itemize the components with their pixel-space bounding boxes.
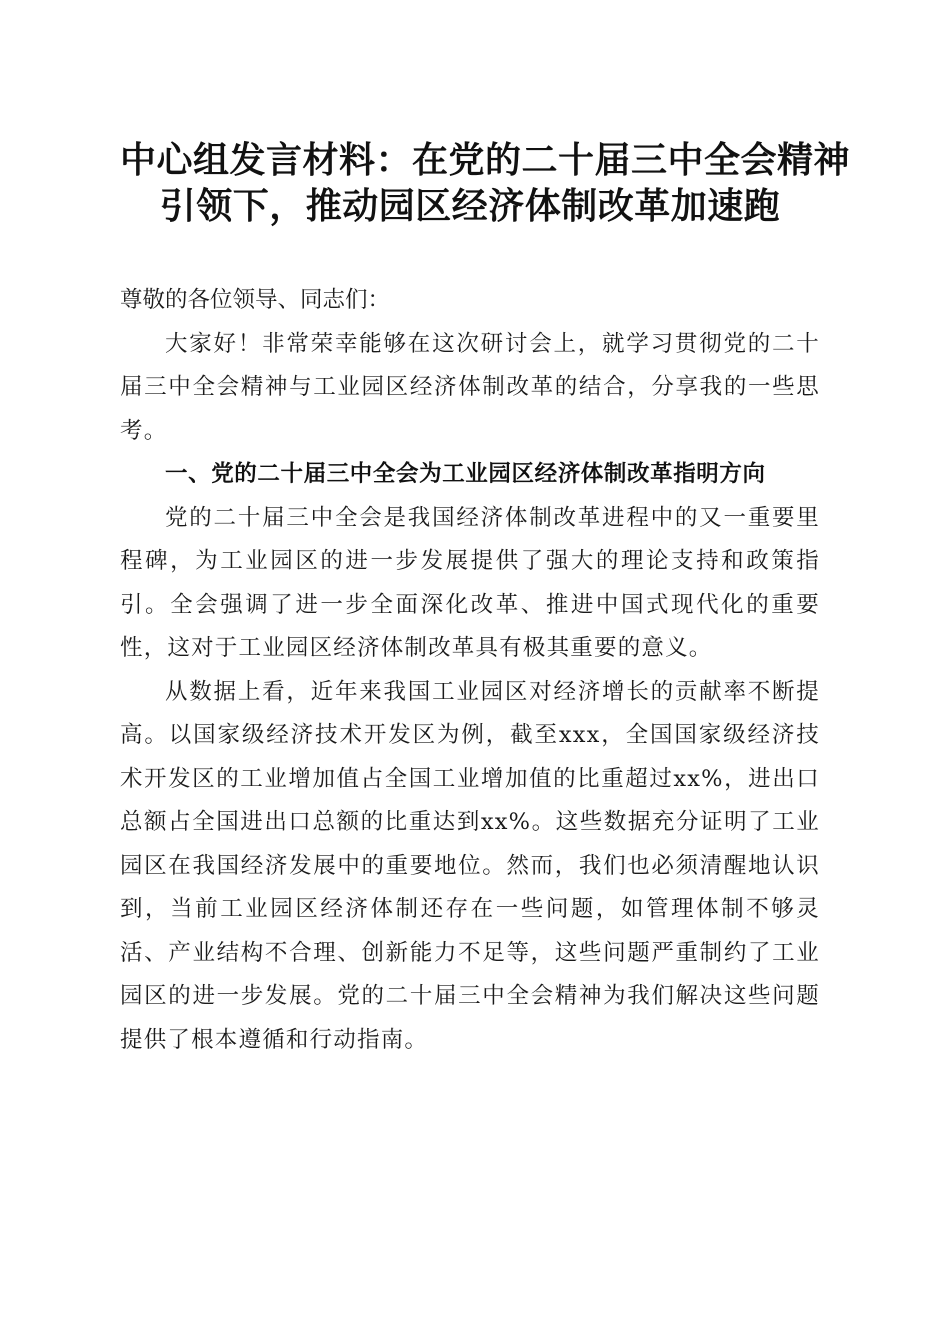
section-heading-1: 一、党的二十届三中全会为工业园区经济体制改革指明方向 (165, 461, 766, 487)
document-title (120, 138, 851, 230)
title-line-1: 中心组发言材料：在党的二十届三中全会精神 (120, 140, 851, 181)
opening-paragraph: 大家好！非常荣幸能够在这次研讨会上，就学习贯彻党的二十届三中全会精神与工业园区经济体制改革的结合，分享我的一些思考。 (120, 330, 820, 444)
body-paragraph-2: 从数据上看，近年来我国工业园区对经济增长的贡献率不断提高。以国家级经济技术开发区为例，截至xxx，全国国家级经济技术开发区的工业增加值占全国工业增加值的比重超过xx%，进出口总额占全国进出口总额的比重达到xx%。这些数据充分证明了工业园区在我国经济发展中的重要地位。然而，我们也必须清醒地认识到，当前工业园区经济体制还存在一些问题，如管理体制不够灵活、产业结构不合理、创新能力不足等，这些问题严重制约了工业园区的进一步发展。党的二十届三中全会精神为我们解决这些问题提供了根本遵循和行动指南。 (120, 678, 820, 1053)
document-body (120, 279, 820, 1062)
body-paragraph-1: 党的二十届三中全会是我国经济体制改革进程中的又一重要里程碑，为工业园区的进一步发展提供了强大的理论支持和政策指引。全会强调了进一步全面深化改革、推进中国式现代化的重要性，这对于工业园区经济体制改革具有极其重要的意义。 (120, 504, 820, 661)
salutation: 尊敬的各位领导、同志们： (120, 287, 391, 313)
title-line-2: 引领下，推动园区经济体制改革加速跑 (159, 186, 781, 227)
